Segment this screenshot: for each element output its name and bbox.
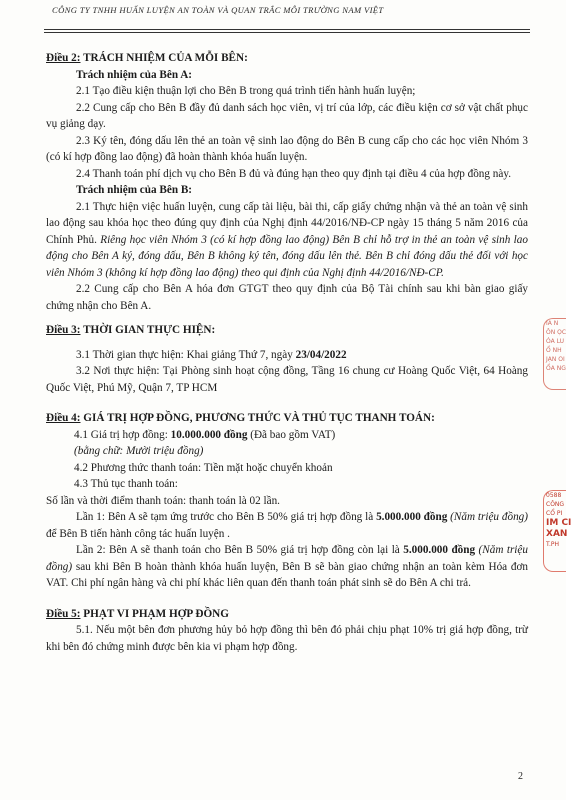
- contract-amount: 10.000.000 đồng: [170, 428, 248, 441]
- payment-installment-1: Lần 1: Bên A sẽ tạm ứng trước cho Bên B 50% giá trị hợp đồng là 5.000.000 đồng (Năm triệu đồng) để Bên B tiến hành công tác huấn luyện .: [46, 511, 528, 540]
- stamp-fragment-top: IA N ÔN ỌC ÓA LU Ổ NH JẠN OI ỔA NG: [543, 318, 566, 390]
- schedule-time: 3.1 Thời gian thực hiện: Khai giảng Thứ 7, ngày 23/04/2022: [76, 348, 347, 361]
- party-a-heading: Trách nhiệm của Bên A:: [76, 68, 193, 81]
- party-a-item-4: 2.4 Thanh toán phí dịch vụ cho Bên B đủ và đúng hạn theo quy định tại điều 4 của hợp đồng này.: [76, 167, 512, 180]
- header-rule-2: [44, 32, 530, 33]
- section-heading-2: Điều 2: TRÁCH NHIỆM CỦA MỖI BÊN:: [46, 52, 248, 64]
- start-date: 23/04/2022: [295, 348, 347, 361]
- page-number: 2: [518, 771, 523, 782]
- party-a-item-2: 2.2 Cung cấp cho Bên B đầy đủ danh sách học viên, vị trí của lớp, các điều kiện cơ sở vật chất phục vụ giảng dạy.: [46, 101, 528, 130]
- contract-value: 4.1 Giá trị hợp đồng: 10.000.000 đồng (Đã bao gồm VAT): [74, 428, 336, 441]
- party-a-item-1: 2.1 Tạo điều kiện thuận lợi cho Bên B trong quá trình tiến hành huấn luyện;: [76, 85, 416, 97]
- party-a-item-3: 2.3 Ký tên, đóng dấu lên thẻ an toàn vệ sinh lao động do Bên B cung cấp cho các học viên Nhóm 3 (có kí hợp đồng lao động) đã hoàn thành khóa huấn luyện.: [46, 134, 528, 163]
- contract-value-words: (bằng chữ: Mười triệu đồng): [74, 445, 204, 457]
- stamp-fragment-bottom: 0588 CÔNG CỔ PI IM CI XAN T.PH: [543, 490, 566, 572]
- party-b-item-2: 2.2 Cung cấp cho Bên A hóa đơn GTGT theo quy định của Bộ Tài chính sau khi bàn giao giấy chứng nhận cho Bên A.: [46, 283, 528, 312]
- penalty-clause: 5.1. Nếu một bên đơn phương hủy bỏ hợp đồng thì bên đó phải chịu phạt 10% trị giá hợp đồng, trừ khi bên đó chứng minh được bên kia vi phạm hợp đồng.: [46, 624, 528, 653]
- payment-times: Số lần và thời điểm thanh toán: thanh toán là 02 lần.: [46, 494, 280, 507]
- section-heading-5: Điều 5: PHẠT VI PHẠM HỢP ĐỒNG: [46, 607, 229, 620]
- payment-procedure: 4.3 Thủ tục thanh toán:: [74, 478, 178, 490]
- section-heading-3: Điều 3: THỜI GIAN THỰC HIỆN:: [46, 324, 216, 336]
- document-body: [46, 50, 528, 655]
- schedule-place: 3.2 Nơi thực hiện: Tại Phòng sinh hoạt cộng đồng, Tầng 16 chung cư Hoàng Quốc Việt, 64 Hoàng Quốc Việt, Phú Mỹ, Quận 7, TP HCM: [46, 365, 528, 394]
- payment-installment-2: Lần 2: Bên A sẽ thanh toán cho Bên B 50% giá trị hợp đồng còn lại là 5.000.000 đồng (Năm triệu đồng) sau khi Bên B hoàn thành khóa huấn luyện, Bên B sẽ bàn giao chứng nhận an toàn kèm Hóa đơn VAT. Chi phí ngân hàng và chi phí khác liên quan đến thanh toán phát sinh sẽ do Bên A chi trả.: [46, 544, 528, 589]
- company-header: CÔNG TY TNHH HUẤN LUYỆN AN TOÀN VÀ QUAN TRẮC MÔI TRƯỜNG NAM VIỆT: [52, 5, 384, 15]
- party-b-item-1-note: Riêng học viên Nhóm 3 (có kí hợp đồng lao động) Bên B chỉ hỗ trợ in thẻ an toàn vệ sinh lao động cho Bên A ký, đóng dấu, Bên B không ký tên, đóng dấu lên thẻ. Bên B chỉ đóng dấu thẻ đối với học viên Nhóm 3 (không kí hợp đồng lao động) theo qui định của Nghị định 44/2016/NĐ-CP.: [46, 233, 528, 279]
- payment-method: 4.2 Phương thức thanh toán: Tiền mặt hoặc chuyển khoản: [74, 461, 333, 474]
- section-heading-4: Điều 4: GIÁ TRỊ HỢP ĐỒNG, PHƯƠNG THỨC VÀ THỦ TỤC THANH TOÁN:: [46, 412, 435, 424]
- party-b-heading: Trách nhiệm của Bên B:: [76, 184, 193, 196]
- party-b-item-1: 2.1 Thực hiện việc huấn luyện, cung cấp tài liệu, bài thi, cấp giấy chứng nhận và thẻ an toàn vệ sinh lao động sau khóa học theo đúng quy định của Nghị định 44/2016/NĐ-CP ngày 15 tháng 5 năm 2016 của Chính Phủ. Riêng học viên Nhóm 3 (có kí hợp đồng lao động) Bên B chỉ hỗ trợ in thẻ an toàn vệ sinh lao động cho Bên A ký, đóng dấu, Bên B không ký tên, đóng dấu lên thẻ. Bên B chỉ đóng dấu thẻ đối với học viên Nhóm 3 (không kí hợp đồng lao động) theo qui định của Nghị định 44/2016/NĐ-CP.: [46, 200, 528, 279]
- header-rule: [44, 29, 530, 30]
